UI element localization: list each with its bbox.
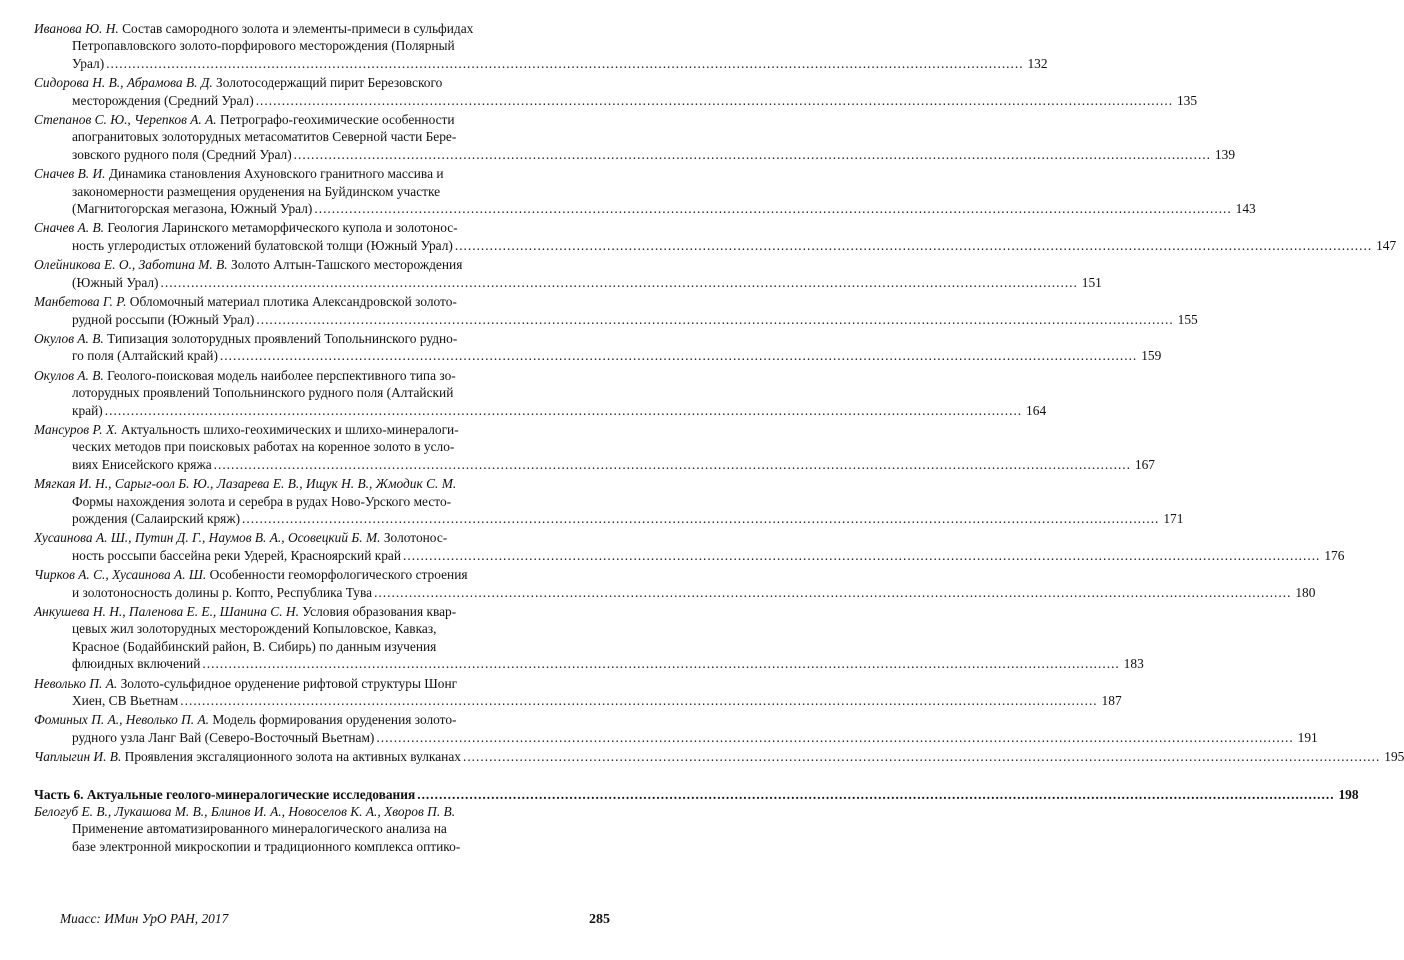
toc-title-text: край) (72, 402, 103, 418)
toc-title-text: Обломочный материал плотика Александровской золото- (126, 294, 457, 310)
toc-title-text: Условия образования квар- (298, 604, 457, 619)
toc-page-number: 135 (1176, 92, 1198, 108)
toc-line (34, 55, 1048, 72)
dot-leader (403, 547, 1320, 564)
toc-page-number: 147 (1376, 237, 1397, 253)
toc-line (34, 493, 610, 510)
toc-authors: Сидорова Н. В., Абрамова В. Д. (34, 75, 213, 91)
dot-leader (180, 692, 1097, 709)
toc-line (34, 347, 1162, 364)
toc-page-number: 187 (1101, 693, 1122, 709)
dot-leader (463, 748, 1380, 765)
toc-title-text: го поля (Алтайский край) (72, 348, 218, 364)
toc-entry (34, 803, 610, 855)
toc-authors: Неволько П. А. (34, 675, 118, 691)
toc-line (34, 547, 1345, 564)
toc-authors: Чирков А. С., Хусаинова А. Ш. (34, 567, 207, 583)
dot-leader (256, 92, 1173, 109)
toc-entry (34, 566, 1316, 601)
table-of-contents (34, 20, 1404, 855)
toc-title-text: Проявления эксгаляционного золота на активных вулканах (121, 749, 461, 765)
toc-line (34, 803, 610, 820)
toc-title-text: Золото Алтын-Ташского месторождения (227, 257, 463, 273)
toc-line (34, 237, 1397, 254)
toc-title-text: Геолого-поисковая модель наиболее перспективного типа зо- (103, 367, 456, 383)
toc-title-text: базе электронной микроскопии и традиционного комплекса оптико- (72, 838, 461, 854)
toc-authors: Иванова Ю. Н. (34, 21, 119, 36)
toc-authors: Мягкая И. Н., Сарыг-оол Б. Ю., Лазарева Е. В., Ищук Н. В., Жмодик С. М. (34, 476, 457, 492)
toc-line (34, 183, 610, 200)
toc-title-text: Золотонос- (380, 530, 448, 546)
toc-authors: Олейникова Е. О., Заботина М. В. (34, 257, 228, 273)
toc-title-text: и золотоносность долины р. Копто, Республика Тува (72, 584, 373, 600)
toc-line (34, 200, 1256, 217)
toc-authors: Окулов А. В. (34, 367, 104, 383)
toc-line (34, 293, 610, 310)
toc-title-text: Применение автоматизированного минералогического анализа на (72, 821, 447, 837)
toc-authors: Чаплыгин И. В. (34, 749, 122, 765)
section-page-number: 198 (1338, 786, 1359, 802)
toc-page-number: 183 (1123, 656, 1144, 672)
toc-line (34, 92, 1198, 109)
toc-title-text: ческих методов при поисковых работах на коренное золото в усло- (72, 439, 455, 455)
toc-line (34, 566, 610, 583)
toc-page-number: 159 (1141, 348, 1162, 364)
toc-entry (34, 711, 1318, 746)
toc-title-text: лоторудных проявлений Топольнинского рудного поля (Алтайский (72, 385, 454, 401)
toc-title-text: зовского рудного поля (Средний Урал) (72, 146, 292, 162)
toc-page-number: 191 (1297, 729, 1318, 745)
dot-leader (294, 146, 1211, 163)
toc-page-number: 167 (1134, 456, 1155, 472)
toc-line (34, 692, 1122, 709)
toc-title-text: Состав самородного золота и элементы-примеси в сульфидах (118, 21, 474, 36)
toc-line (34, 421, 610, 438)
toc-line (34, 729, 1318, 746)
toc-line (34, 274, 1102, 291)
footer-page-number: 285 (589, 912, 610, 927)
toc-title-text: апогранитовых золоторудных метасоматитов Северной части Бере- (72, 129, 457, 145)
toc-title-text: Урал) (72, 55, 105, 71)
toc-line (34, 675, 610, 692)
toc-line (34, 620, 610, 637)
toc-title-text: Петрографо-геохимические особенности (216, 112, 455, 128)
toc-title-text: Динамика становления Ахуновского гранитного массива и (105, 166, 444, 182)
toc-line (34, 820, 610, 837)
toc-authors: Белогуб Е. В., Лукашова М. В., Блинов И. А., Новоселов К. А., Хворов П. В. (34, 804, 456, 820)
toc-line (34, 74, 610, 91)
section-heading (34, 786, 1359, 803)
dot-leader (106, 55, 1023, 72)
toc-page-number: 164 (1026, 402, 1047, 418)
toc-line (34, 584, 1316, 601)
dot-leader (105, 402, 1022, 419)
toc-line (34, 456, 1155, 473)
toc-title-text: Петропавловского золото-порфирового месторождения (Полярный (72, 38, 455, 54)
toc-title-text: Типизация золоторудных проявлений Топольнинского рудно- (103, 330, 458, 346)
toc-entry (34, 256, 1102, 291)
toc-authors: Сначев В. И. (34, 166, 106, 182)
toc-authors: Степанов С. Ю., Черепков А. А. (34, 112, 217, 128)
toc-title-text: цевых жил золоторудных месторождений Копыловское, Кавказ, (72, 621, 437, 637)
toc-page-number: 139 (1214, 146, 1236, 162)
toc-line (34, 219, 610, 236)
toc-page-number: 180 (1295, 584, 1316, 600)
toc-authors: Анкушева Н. Н., Паленова Е. Е., Шанина С. Н. (34, 604, 299, 619)
toc-title-text: рудной россыпи (Южный Урал) (72, 311, 255, 327)
toc-line (34, 256, 610, 273)
dot-leader (314, 200, 1231, 217)
toc-entry (34, 111, 1236, 163)
toc-title-text: виях Енисейского кряжа (72, 456, 212, 472)
toc-title-text: месторождения (Средний Урал) (72, 92, 254, 108)
footer-publisher: Миасс: ИМин УрО РАН, 2017 (60, 911, 229, 926)
page-footer (60, 911, 610, 928)
toc-authors: Окулов А. В. (34, 330, 104, 346)
toc-title-text: Геология Ларинского метаморфического купола и золотонос- (104, 220, 458, 236)
dot-leader (202, 655, 1119, 672)
toc-line (34, 475, 610, 492)
toc-entry (34, 74, 1198, 109)
toc-title-text: Хиен, СВ Вьетнам (72, 693, 179, 709)
dot-leader (417, 786, 1334, 803)
dot-leader (220, 347, 1137, 364)
toc-line (34, 402, 1047, 419)
toc-entry (34, 293, 1198, 328)
toc-page-number: 143 (1235, 201, 1256, 217)
toc-page-number: 171 (1163, 510, 1184, 526)
dot-leader (214, 456, 1131, 473)
toc-title-text: Актуальность шлихо-геохимических и шлихо-минералоги- (117, 421, 459, 437)
dot-leader (374, 584, 1291, 601)
toc-line (34, 510, 1184, 527)
toc-title-text: ность россыпи бассейна реки Удерей, Красноярский край (72, 547, 402, 563)
toc-line (34, 111, 610, 128)
toc-entry (34, 675, 1122, 710)
toc-authors: Манбетова Г. Р. (34, 294, 127, 310)
toc-entry (34, 219, 1397, 254)
toc-line (34, 330, 610, 347)
toc-entry (34, 367, 1047, 419)
toc-page-number: 195 (1384, 749, 1404, 765)
toc-line (34, 438, 610, 455)
toc-line (34, 384, 610, 401)
toc-authors: Сначев А. В. (34, 220, 104, 236)
dot-leader (242, 510, 1159, 527)
toc-title-text: закономерности размещения оруденения на Буйдинском участке (72, 183, 441, 199)
toc-title-text: Особенности геоморфологического строения (206, 567, 468, 583)
toc-entry (34, 475, 1184, 527)
toc-entry (34, 748, 1404, 765)
toc-line (34, 128, 610, 145)
toc-line (34, 311, 1198, 328)
toc-line (34, 529, 610, 546)
toc-title-text: флюидных включений (72, 656, 201, 672)
toc-line (34, 603, 610, 620)
toc-title-text: Формы нахождения золота и серебра в рудах Ново-Урского место- (72, 493, 452, 509)
toc-title-text: Золотосодержащий пирит Березовского (212, 75, 443, 91)
toc-title-text: ность углеродистых отложений булатовской толщи (Южный Урал) (72, 237, 453, 253)
toc-entry (34, 603, 1144, 673)
section-title: Часть 6. Актуальные геолого-минералогические исследования (34, 786, 416, 802)
toc-authors: Фоминых П. А., Неволько П. А. (34, 712, 210, 728)
toc-line (34, 711, 610, 728)
dot-leader (256, 311, 1173, 328)
toc-line (34, 638, 610, 655)
dot-leader (455, 237, 1372, 254)
toc-title-text: Красное (Бодайбинский район, В. Сибирь) по данным изучения (72, 638, 437, 654)
toc-line (34, 20, 610, 37)
toc-entry (34, 421, 1155, 473)
toc-entry (34, 529, 1345, 564)
toc-line (34, 165, 610, 182)
toc-line (34, 655, 1144, 672)
toc-page-number: 132 (1027, 55, 1048, 71)
dot-leader (161, 274, 1078, 291)
toc-page-number: 155 (1177, 311, 1198, 327)
toc-page-number: 151 (1081, 274, 1102, 290)
toc-title-text: рождения (Салаирский кряж) (72, 510, 241, 526)
toc-authors: Хусаинова А. Ш., Путин Д. Г., Наумов В. А., Осовецкий Б. М. (34, 530, 381, 546)
toc-page-number: 176 (1324, 547, 1345, 563)
toc-title-text: Модель формирования оруденения золото- (209, 712, 457, 728)
toc-entry (34, 330, 1162, 365)
toc-title-text: рудного узла Ланг Вай (Северо-Восточный Вьетнам) (72, 729, 375, 745)
toc-line (34, 748, 1404, 765)
toc-title-text: (Южный Урал) (72, 274, 159, 290)
toc-line (34, 367, 610, 384)
toc-entry (34, 20, 1048, 72)
toc-line (34, 146, 1236, 163)
toc-entry (34, 165, 1256, 217)
toc-authors: Мансуров Р. Х. (34, 421, 118, 437)
toc-line (34, 37, 610, 54)
dot-leader (376, 729, 1293, 746)
toc-title-text: Золото-сульфидное оруденение рифтовой структуры Шонг (117, 675, 458, 691)
toc-title-text: (Магнитогорская мегазона, Южный Урал) (72, 201, 313, 217)
toc-line (34, 838, 610, 855)
